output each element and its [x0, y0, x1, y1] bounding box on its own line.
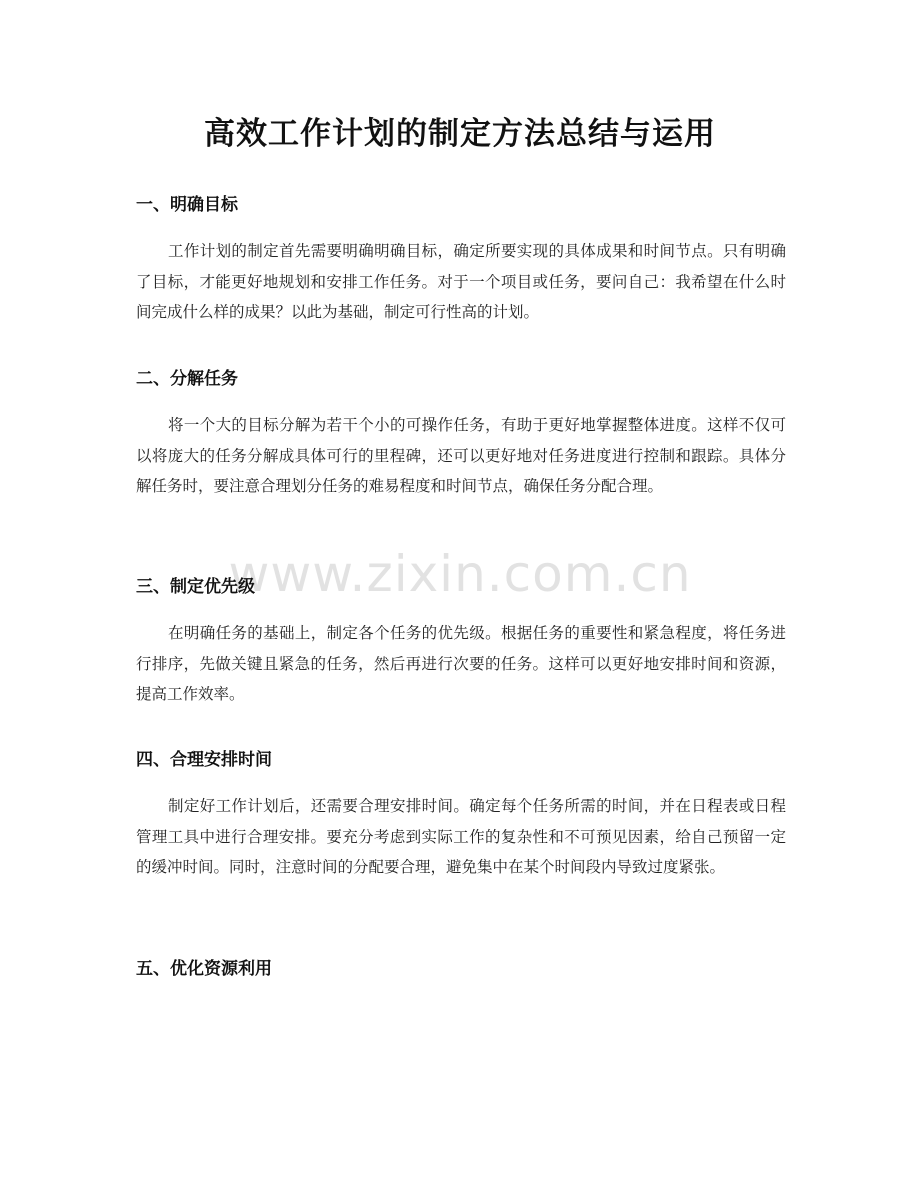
watermark: www.zixin.com.cn: [228, 545, 692, 603]
section-heading-3: 三、制定优先级: [136, 577, 255, 597]
section-paragraph-3: 在明确任务的基础上，制定各个任务的优先级。根据任务的重要性和紧急程度，将任务进行排序，先做关键且紧急的任务，然后再进行次要的任务。这样可以更好地安排时间和资源，提高工作效率。: [136, 624, 786, 703]
section-paragraph-1: 工作计划的制定首先需要明确明确目标，确定所要实现的具体成果和时间节点。只有明确了目标，才能更好地规划和安排工作任务。对于一个项目或任务，要问自己：我希望在什么时间完成什么样的成果？以此为基础，制定可行性高的计划。: [136, 242, 786, 321]
section-heading-5: 五、优化资源利用: [136, 959, 272, 979]
section-paragraph-4: 制定好工作计划后，还需要合理安排时间。确定每个任务所需的时间，并在日程表或日程管理工具中进行合理安排。要充分考虑到实际工作的复杂性和不可预见因素，给自己预留一定的缓冲时间。同时，注意时间的分配要合理，避免集中在某个时间段内导致过度紧张。: [136, 797, 786, 876]
document-title: 高效工作计划的制定方法总结与运用: [204, 116, 716, 152]
section-heading-2: 二、分解任务: [136, 369, 238, 389]
section-paragraph-2: 将一个大的目标分解为若干个小的可操作任务，有助于更好地掌握整体进度。这样不仅可以将庞大的任务分解成具体可行的里程碑，还可以更好地对任务进度进行控制和跟踪。具体分解任务时，要注意合理划分任务的难易程度和时间节点，确保任务分配合理。: [136, 416, 786, 495]
section-heading-1: 一、明确目标: [136, 195, 238, 215]
section-heading-4: 四、合理安排时间: [136, 750, 272, 770]
